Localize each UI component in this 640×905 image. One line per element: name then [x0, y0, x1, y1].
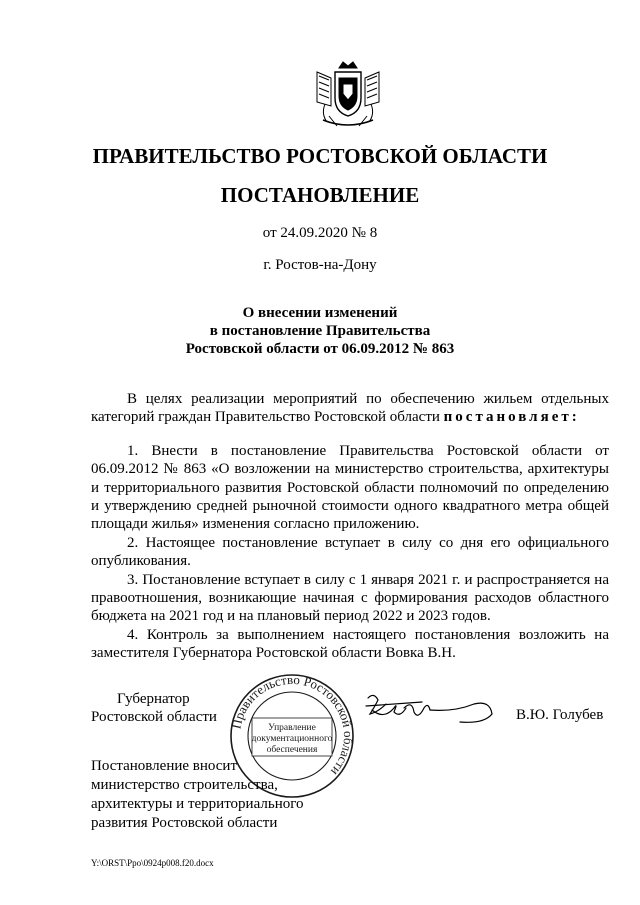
introduced-by-line: развития Ростовской области	[91, 815, 278, 831]
signer-position	[91, 690, 217, 726]
document-body	[91, 390, 609, 663]
file-path: Y:\ORST\Ppo\0924p008.f20.docx	[91, 858, 214, 868]
document-subject	[0, 304, 640, 358]
document-type: ПОСТАНОВЛЕНИЕ	[220, 183, 420, 207]
document-place: г. Ростов-на-Дону	[263, 257, 377, 273]
document-date-number: от 24.09.2020 № 8	[262, 225, 378, 241]
signer-position-line: Губернатор	[117, 691, 190, 707]
introduced-by-block	[91, 757, 304, 833]
handwritten-signature	[364, 690, 494, 730]
decree-item-3: 3. Постановление вступает в силу с 1 января 2021 г. и распространяется на правоотношения, возникающие начиная с формирования расходов областного бюджета на 2021 год и на плановый период 2022 и 2023 годов.	[91, 571, 609, 625]
subject-line: О внесении изменений	[242, 305, 398, 321]
coat-of-arms-emblem	[313, 58, 383, 130]
subject-line: в постановление Правительства	[209, 323, 431, 339]
preamble-text: В целях реализации мероприятий по обеспечению жильем отдельных категорий граждан Правительство Ростовской области	[91, 391, 609, 426]
preamble-paragraph	[91, 390, 609, 427]
stamp-inner-line: документационного	[251, 734, 333, 744]
signer-position-line: Ростовской области	[91, 709, 217, 725]
introduced-by-line: архитектуры и территориального	[91, 796, 304, 812]
introduced-by-line: министерство строительства,	[91, 777, 278, 793]
decree-item-2: 2. Настоящее постановление вступает в силу со дня его официального опубликования.	[91, 534, 609, 570]
introduced-by-line: Постановление вносит	[91, 758, 238, 774]
subject-line: Ростовской области от 06.09.2012 № 863	[185, 341, 455, 357]
decree-item-4: 4. Контроль за выполнением настоящего постановления возложить на заместителя Губернатора Ростовской области Вовка В.Н.	[91, 626, 609, 662]
stamp-outer-text: Правительство Ростовской области	[228, 672, 356, 779]
stamp-inner-line: обеспечения	[266, 745, 318, 755]
signer-name: В.Ю. Голубев	[516, 707, 604, 723]
decree-word: постановляет:	[443, 409, 580, 426]
stamp-inner-line: Управление	[268, 723, 316, 733]
government-title: ПРАВИТЕЛЬСТВО РОСТОВСКОЙ ОБЛАСТИ	[92, 144, 548, 168]
decree-item-1: 1. Внести в постановление Правительства Ростовской области от 06.09.2012 № 863 «О возложении на министерство строительства, архитектуры и территориального развития Ростовской области полномочий по определению и утверждению средней рыночной стоимости одного квадратного метра общей площади жилья» изменения согласно приложению.	[91, 442, 609, 533]
